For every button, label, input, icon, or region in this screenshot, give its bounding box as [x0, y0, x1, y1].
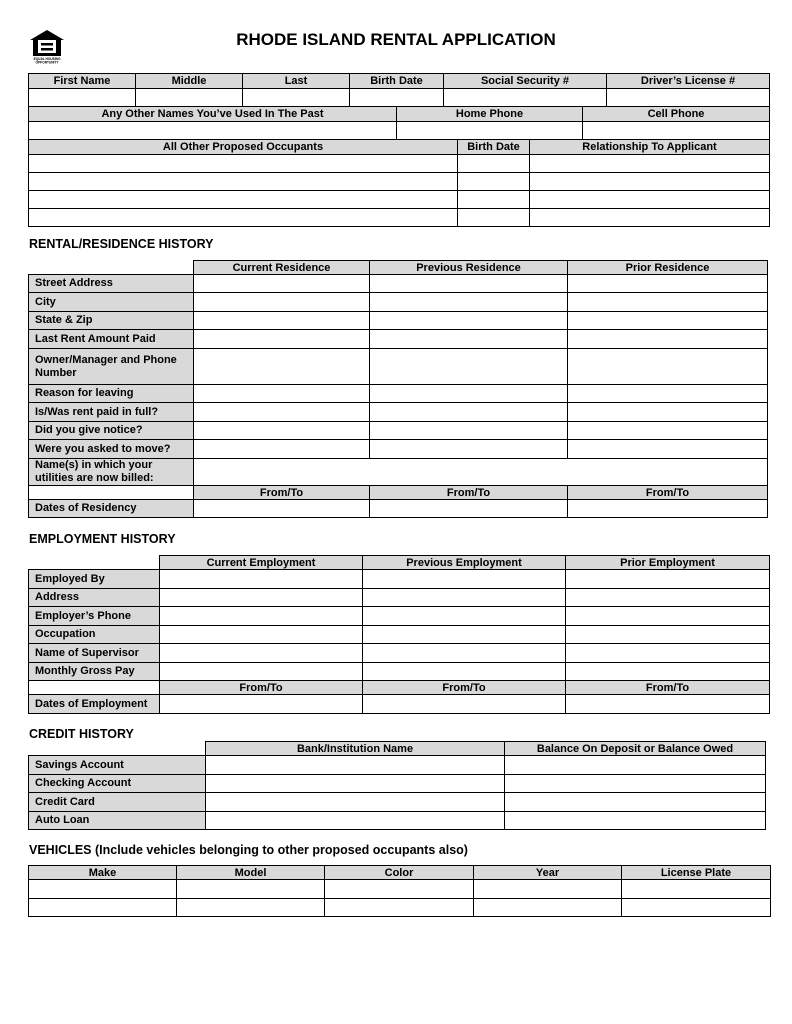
current-city-field[interactable]	[194, 293, 370, 312]
row-label-asked-to-move: Were you asked to move?	[29, 440, 194, 459]
applicant-name-table	[28, 73, 770, 108]
row-label-checking: Checking Account	[29, 775, 206, 793]
credit-history-heading: CREDIT HISTORY	[29, 727, 134, 741]
header-prior-employment: Prior Employment	[566, 556, 770, 570]
header-bank-name: Bank/Institution Name	[206, 742, 505, 756]
header-model: Model	[177, 866, 325, 880]
row-label-dates-employment: Dates of Employment	[29, 695, 160, 714]
prior-city-field[interactable]	[568, 293, 768, 312]
row-label-last-rent: Last Rent Amount Paid	[29, 330, 194, 349]
previous-asked-to-move-field[interactable]	[370, 440, 568, 459]
occupant-name-field[interactable]	[29, 209, 458, 227]
ssn-field[interactable]	[444, 89, 607, 108]
previous-reason-leaving-field[interactable]	[370, 385, 568, 403]
prior-residence-dates-field[interactable]	[568, 500, 768, 518]
current-last-rent-field[interactable]	[194, 330, 370, 349]
current-employment-dates-field[interactable]	[160, 695, 363, 714]
current-employer-address-field[interactable]	[160, 589, 363, 607]
prior-employment-from-to: From/To	[566, 681, 770, 695]
previous-employed-by-field[interactable]	[363, 570, 566, 589]
row-label-utilities: Name(s) in which your utilities are now billed:	[29, 459, 194, 486]
prior-supervisor-field[interactable]	[566, 644, 770, 663]
vehicle-make-field[interactable]	[29, 880, 177, 899]
vehicle-year-field[interactable]	[474, 880, 622, 899]
header-balance: Balance On Deposit or Balance Owed	[505, 742, 766, 756]
previous-occupation-field[interactable]	[363, 626, 566, 644]
occupant-relationship-field[interactable]	[530, 191, 770, 209]
utilities-names-field[interactable]	[194, 459, 768, 486]
row-label-auto-loan: Auto Loan	[29, 812, 206, 830]
occupant-relationship-field[interactable]	[530, 209, 770, 227]
previous-gross-pay-field[interactable]	[363, 663, 566, 681]
header-license-plate: License Plate	[622, 866, 771, 880]
rental-corner	[29, 261, 194, 275]
prior-state-zip-field[interactable]	[568, 312, 768, 330]
prior-occupation-field[interactable]	[566, 626, 770, 644]
vehicle-make-field[interactable]	[29, 899, 177, 917]
current-street-address-field[interactable]	[194, 275, 370, 293]
header-first-name: First Name	[29, 74, 136, 89]
employment-corner	[29, 556, 160, 570]
row-label-street-address: Street Address	[29, 275, 194, 293]
form-title: RHODE ISLAND RENTAL APPLICATION	[236, 30, 556, 49]
previous-residence-from-to: From/To	[370, 486, 568, 500]
savings-bank-field[interactable]	[206, 756, 505, 775]
row-label-give-notice: Did you give notice?	[29, 422, 194, 440]
credit-card-bank-field[interactable]	[206, 793, 505, 812]
previous-give-notice-field[interactable]	[370, 422, 568, 440]
row-label-gross-pay: Monthly Gross Pay	[29, 663, 160, 681]
credit-history-table	[28, 741, 766, 830]
row-label-occupation: Occupation	[29, 626, 160, 644]
prior-employer-phone-field[interactable]	[566, 607, 770, 626]
current-gross-pay-field[interactable]	[160, 663, 363, 681]
previous-employer-address-field[interactable]	[363, 589, 566, 607]
prior-rent-paid-field[interactable]	[568, 403, 768, 422]
current-employer-phone-field[interactable]	[160, 607, 363, 626]
current-owner-manager-field[interactable]	[194, 349, 370, 385]
last-name-field[interactable]	[243, 89, 350, 108]
occupant-relationship-field[interactable]	[530, 155, 770, 173]
current-asked-to-move-field[interactable]	[194, 440, 370, 459]
header-birth-date: Birth Date	[350, 74, 444, 89]
current-employed-by-field[interactable]	[160, 570, 363, 589]
previous-employment-dates-field[interactable]	[363, 695, 566, 714]
occupant-birth-date-field[interactable]	[458, 209, 530, 227]
previous-last-rent-field[interactable]	[370, 330, 568, 349]
previous-rent-paid-field[interactable]	[370, 403, 568, 422]
applicant-phone-table	[28, 106, 770, 141]
credit-corner	[29, 742, 206, 756]
checking-balance-field[interactable]	[505, 775, 766, 793]
previous-employer-phone-field[interactable]	[363, 607, 566, 626]
prior-employer-address-field[interactable]	[566, 589, 770, 607]
header-home-phone: Home Phone	[397, 107, 583, 122]
checking-bank-field[interactable]	[206, 775, 505, 793]
home-phone-field[interactable]	[397, 122, 583, 141]
header-cell-phone: Cell Phone	[583, 107, 770, 122]
header-occupant-birth-date: Birth Date	[458, 140, 530, 155]
vehicle-license-plate-field[interactable]	[622, 880, 771, 899]
current-reason-leaving-field[interactable]	[194, 385, 370, 403]
vehicles-heading: VEHICLES (Include vehicles belonging to other proposed occupants also)	[29, 843, 468, 857]
other-names-field[interactable]	[29, 122, 397, 141]
drivers-license-field[interactable]	[607, 89, 770, 108]
employment-fromto-spacer	[29, 681, 160, 695]
auto-loan-balance-field[interactable]	[505, 812, 766, 830]
prior-last-rent-field[interactable]	[568, 330, 768, 349]
header-drivers-license: Driver’s License #	[607, 74, 770, 89]
rental-fromto-spacer	[29, 486, 194, 500]
savings-balance-field[interactable]	[505, 756, 766, 775]
current-occupation-field[interactable]	[160, 626, 363, 644]
header-ssn: Social Security #	[444, 74, 607, 89]
vehicle-color-field[interactable]	[325, 880, 474, 899]
cell-phone-field[interactable]	[583, 122, 770, 141]
row-label-employer-phone: Employer’s Phone	[29, 607, 160, 626]
occupant-birth-date-field[interactable]	[458, 173, 530, 191]
row-label-owner-manager: Owner/Manager and Phone Number	[29, 349, 194, 385]
header-last: Last	[243, 74, 350, 89]
vehicle-model-field[interactable]	[177, 899, 325, 917]
previous-employment-from-to: From/To	[363, 681, 566, 695]
credit-card-balance-field[interactable]	[505, 793, 766, 812]
occupant-name-field[interactable]	[29, 155, 458, 173]
vehicles-table	[28, 865, 771, 917]
current-rent-paid-field[interactable]	[194, 403, 370, 422]
header-relationship: Relationship To Applicant	[530, 140, 770, 155]
vehicle-year-field[interactable]	[474, 899, 622, 917]
current-supervisor-field[interactable]	[160, 644, 363, 663]
header-year: Year	[474, 866, 622, 880]
row-label-state-zip: State & Zip	[29, 312, 194, 330]
header-current-employment: Current Employment	[160, 556, 363, 570]
vehicle-model-field[interactable]	[177, 880, 325, 899]
birth-date-field[interactable]	[350, 89, 444, 108]
current-give-notice-field[interactable]	[194, 422, 370, 440]
occupant-birth-date-field[interactable]	[458, 155, 530, 173]
prior-owner-manager-field[interactable]	[568, 349, 768, 385]
header-previous-residence: Previous Residence	[370, 261, 568, 275]
row-label-credit-card: Credit Card	[29, 793, 206, 812]
header-middle: Middle	[136, 74, 243, 89]
occupants-table	[28, 139, 770, 227]
prior-reason-leaving-field[interactable]	[568, 385, 768, 403]
header-current-residence: Current Residence	[194, 261, 370, 275]
prior-street-address-field[interactable]	[568, 275, 768, 293]
prior-gross-pay-field[interactable]	[566, 663, 770, 681]
vehicle-license-plate-field[interactable]	[622, 899, 771, 917]
middle-name-field[interactable]	[136, 89, 243, 108]
header-other-names: Any Other Names You’ve Used In The Past	[29, 107, 397, 122]
header-prior-residence: Prior Residence	[568, 261, 768, 275]
header-make: Make	[29, 866, 177, 880]
prior-asked-to-move-field[interactable]	[568, 440, 768, 459]
previous-supervisor-field[interactable]	[363, 644, 566, 663]
row-label-savings: Savings Account	[29, 756, 206, 775]
previous-street-address-field[interactable]	[370, 275, 568, 293]
svg-text:EQUAL HOUSING: EQUAL HOUSING	[33, 57, 61, 61]
row-label-city: City	[29, 293, 194, 312]
current-employment-from-to: From/To	[160, 681, 363, 695]
current-residence-dates-field[interactable]	[194, 500, 370, 518]
vehicle-color-field[interactable]	[325, 899, 474, 917]
prior-employment-dates-field[interactable]	[566, 695, 770, 714]
rental-history-heading: RENTAL/RESIDENCE HISTORY	[29, 237, 214, 251]
previous-city-field[interactable]	[370, 293, 568, 312]
employment-history-table	[28, 555, 770, 714]
auto-loan-bank-field[interactable]	[206, 812, 505, 830]
header-color: Color	[325, 866, 474, 880]
occupant-name-field[interactable]	[29, 173, 458, 191]
occupant-name-field[interactable]	[29, 191, 458, 209]
previous-owner-manager-field[interactable]	[370, 349, 568, 385]
row-label-employed-by: Employed By	[29, 570, 160, 589]
previous-state-zip-field[interactable]	[370, 312, 568, 330]
occupant-birth-date-field[interactable]	[458, 191, 530, 209]
prior-give-notice-field[interactable]	[568, 422, 768, 440]
first-name-field[interactable]	[29, 89, 136, 108]
prior-employed-by-field[interactable]	[566, 570, 770, 589]
row-label-rent-paid: Is/Was rent paid in full?	[29, 403, 194, 422]
rental-history-table	[28, 260, 768, 518]
row-label-reason-leaving: Reason for leaving	[29, 385, 194, 403]
current-residence-from-to: From/To	[194, 486, 370, 500]
svg-text:OPPORTUNITY: OPPORTUNITY	[35, 60, 59, 64]
previous-residence-dates-field[interactable]	[370, 500, 568, 518]
header-previous-employment: Previous Employment	[363, 556, 566, 570]
employment-history-heading: EMPLOYMENT HISTORY	[29, 532, 176, 546]
row-label-dates-residency: Dates of Residency	[29, 500, 194, 518]
row-label-employer-address: Address	[29, 589, 160, 607]
row-label-supervisor: Name of Supervisor	[29, 644, 160, 663]
prior-residence-from-to: From/To	[568, 486, 768, 500]
header-occupants: All Other Proposed Occupants	[29, 140, 458, 155]
occupant-relationship-field[interactable]	[530, 173, 770, 191]
current-state-zip-field[interactable]	[194, 312, 370, 330]
